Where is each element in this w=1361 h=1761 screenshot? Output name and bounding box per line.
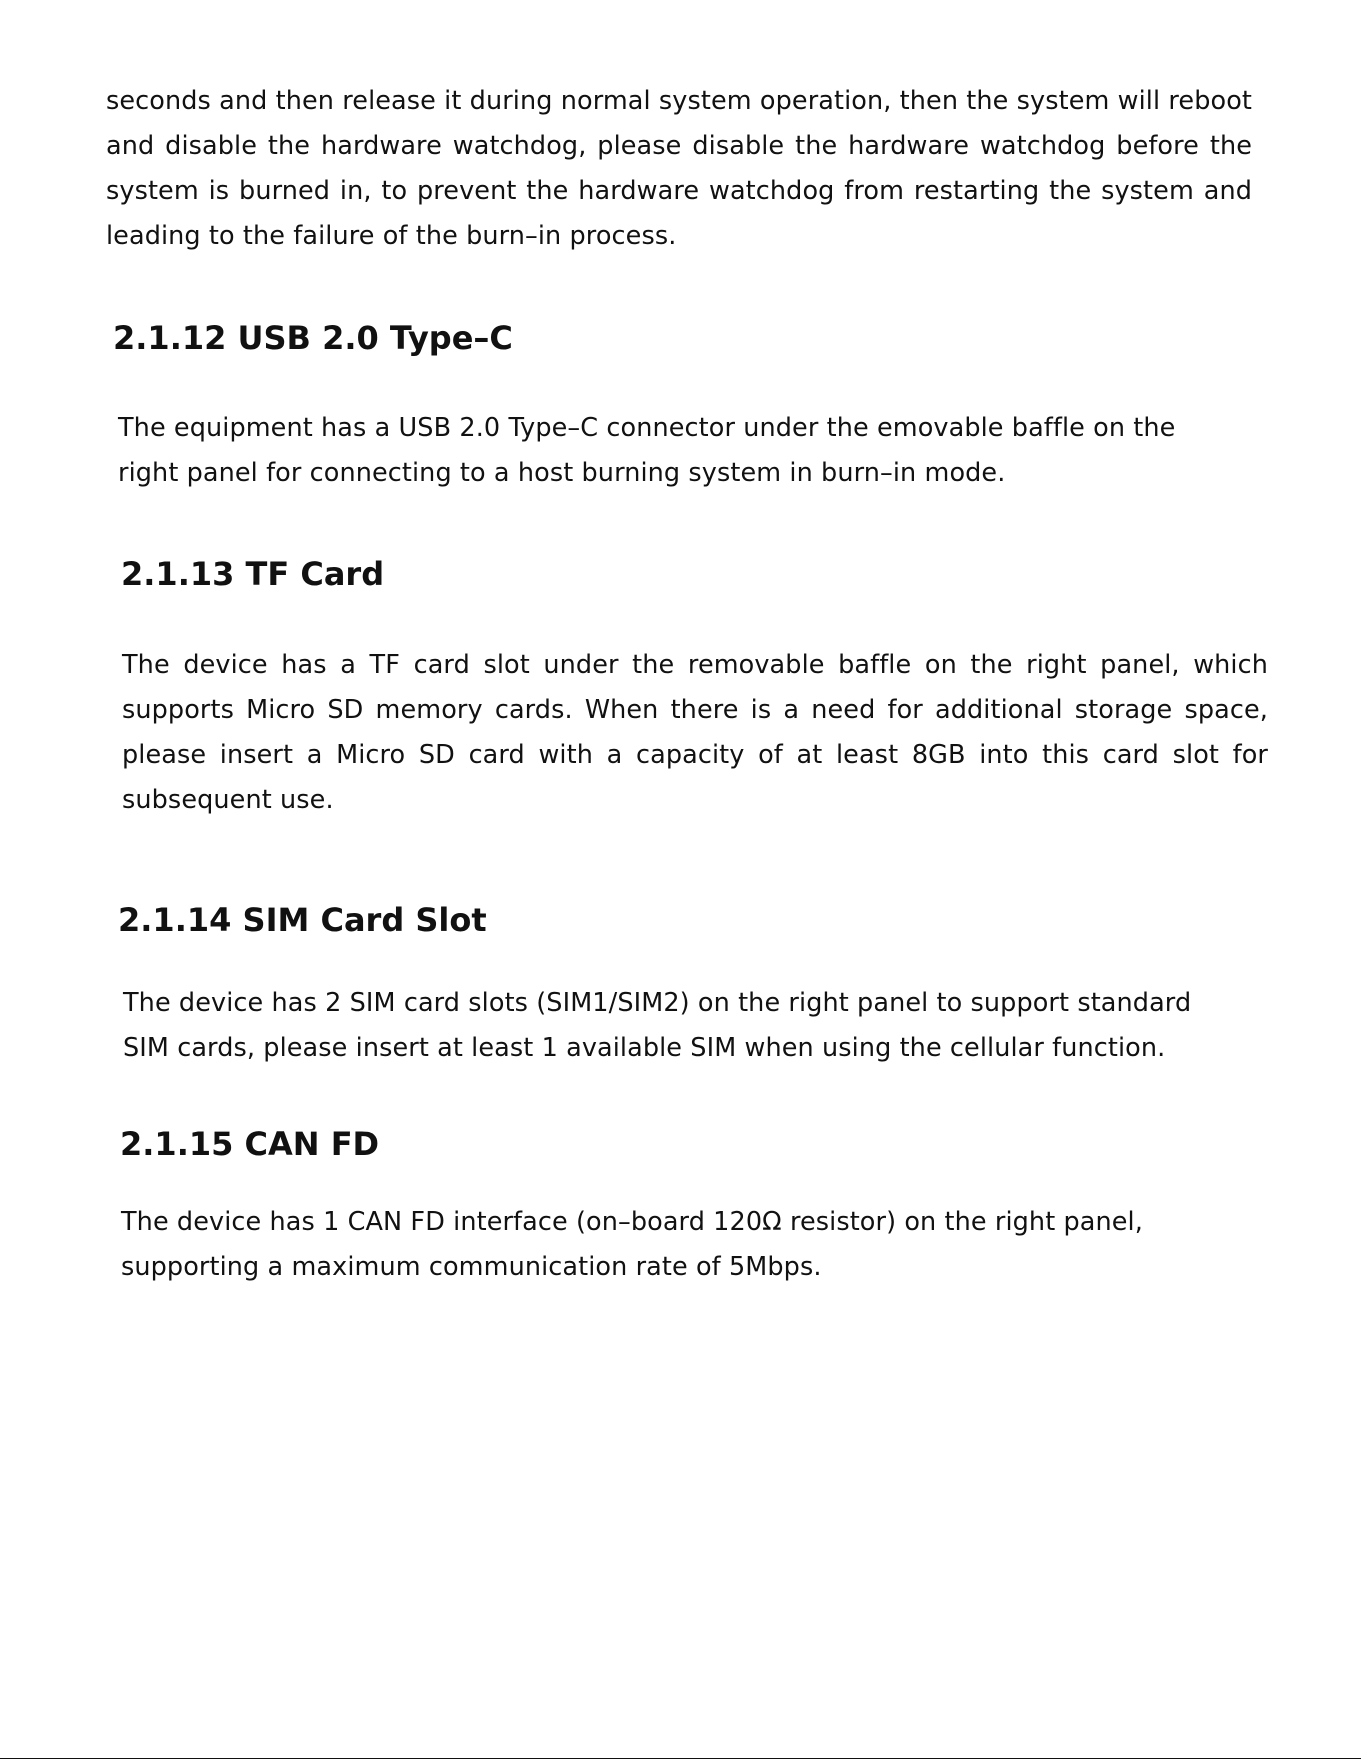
- section-heading-tf-card: 2.1.13 TF Card: [121, 555, 385, 593]
- section-body-can-fd: The device has 1 CAN FD interface (on–board 120Ω resistor) on the right panel, supporting a maximum communication rate of 5Mbps.: [121, 1207, 1143, 1282]
- section-heading-usb-type-c: 2.1.12 USB 2.0 Type–C: [113, 319, 513, 357]
- intro-paragraph: seconds and then release it during normal system operation, then the system will reboot and disable the hardware watchdog, please disable the hardware watchdog before the system is burned in, to prevent the hardware watchdog from restarting the system and leading to the failure of the burn–in process.: [106, 86, 1252, 251]
- section-heading-can-fd: 2.1.15 CAN FD: [120, 1125, 380, 1163]
- page-bottom-rule: [0, 1758, 1361, 1759]
- section-heading-sim-card-slot: 2.1.14 SIM Card Slot: [118, 901, 487, 939]
- section-body-usb-type-c: The equipment has a USB 2.0 Type–C connector under the emovable baffle on the right panel for connecting to a host burning system in burn–in mode.: [118, 413, 1176, 488]
- section-body-tf-card: The device has a TF card slot under the removable baffle on the right panel, which supports Micro SD memory cards. When there is a need for additional storage space, please insert a Micro SD card with a capacity of at least 8GB into this card slot for subsequent use.: [122, 650, 1268, 815]
- section-body-sim-card-slot: The device has 2 SIM card slots (SIM1/SIM2) on the right panel to support standard SIM cards, please insert at least 1 available SIM when using the cellular function.: [123, 988, 1192, 1063]
